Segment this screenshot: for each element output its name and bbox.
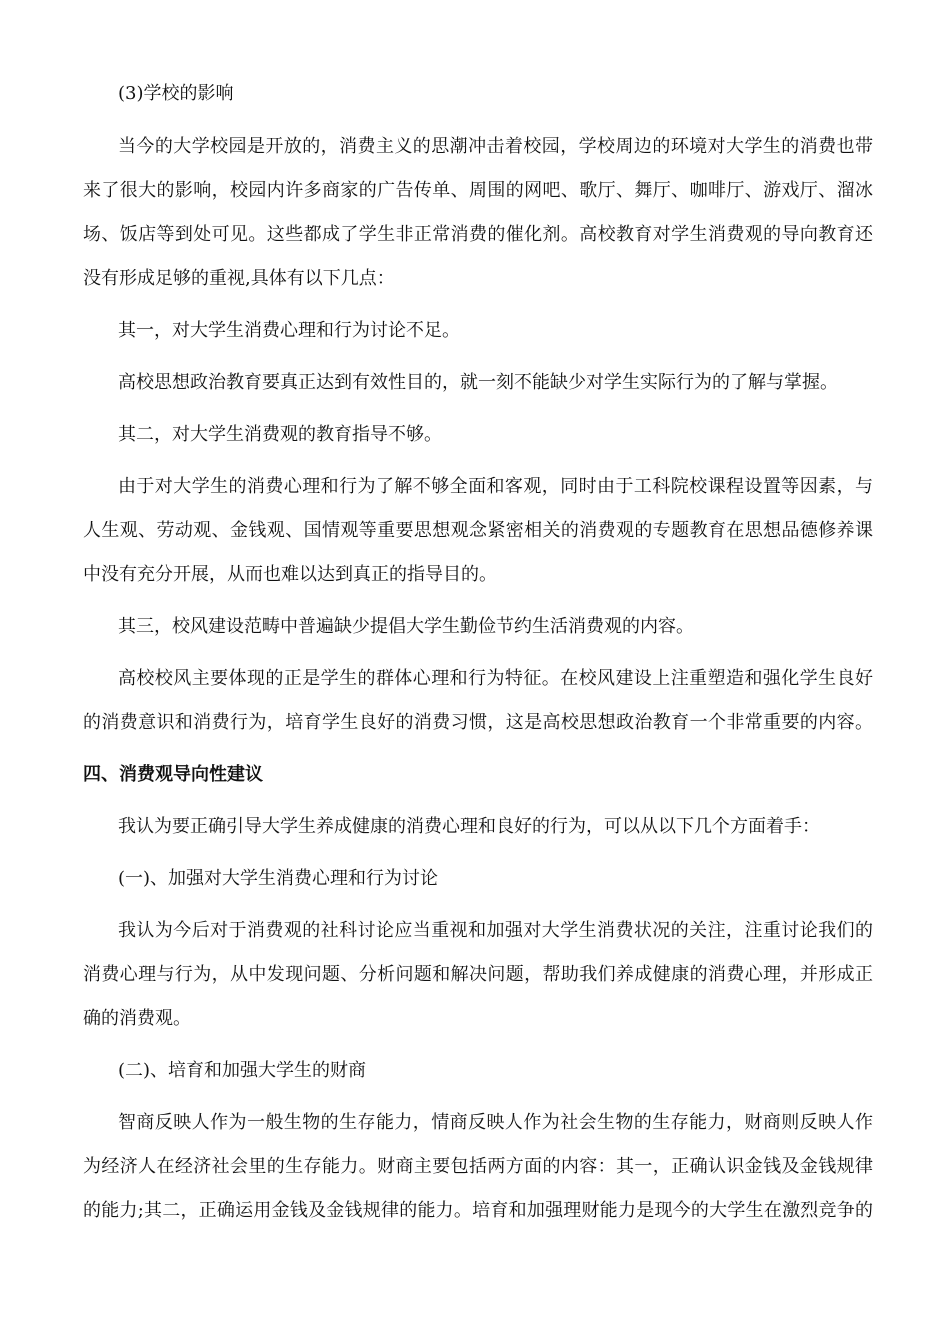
paragraph-line: 高校校风主要体现的正是学生的群体心理和行为特征。在校风建设上注重塑造和强化学生良好	[118, 668, 873, 689]
subsection-title-school-influence: (3)学校的影响	[118, 83, 234, 104]
paragraph-line: 没有形成足够的重视,具体有以下几点：	[83, 268, 395, 289]
point-one-title: 其一，对大学生消费心理和行为讨论不足。	[118, 320, 460, 341]
paragraph-line: 智商反映人作为一般生物的生存能力，情商反映人作为社会生物的生存能力，财商则反映人作	[118, 1112, 873, 1133]
paragraph-line: 的消费意识和消费行为，培育学生良好的消费习惯，这是高校思想政治教育一个非常重要的内容。	[83, 712, 873, 733]
paragraph-line: 高校思想政治教育要真正达到有效性目的，就一刻不能缺少对学生实际行为的了解与掌握。	[118, 372, 838, 393]
subsection-title-two: (二)、培育和加强大学生的财商	[118, 1060, 367, 1081]
section-heading-four: 四、消费观导向性建议	[83, 764, 263, 785]
paragraph-line: 为经济人在经济社会里的生存能力。财商主要包括两方面的内容：其一，正确认识金钱及金钱规律	[83, 1156, 873, 1177]
point-two-title: 其二，对大学生消费观的教育指导不够。	[118, 424, 442, 445]
subsection-title-one: (一)、加强对大学生消费心理和行为讨论	[118, 868, 439, 889]
paragraph-line: 中没有充分开展，从而也难以达到真正的指导目的。	[83, 564, 497, 585]
paragraph-line: 确的消费观。	[83, 1008, 191, 1029]
paragraph-line: 当今的大学校园是开放的，消费主义的思潮冲击着校园，学校周边的环境对大学生的消费也带	[118, 136, 873, 157]
paragraph-line: 场、饭店等到处可见。这些都成了学生非正常消费的催化剂。高校教育对学生消费观的导向教育还	[83, 224, 873, 245]
point-three-title: 其三，校风建设范畴中普遍缺少提倡大学生勤俭节约生活消费观的内容。	[118, 616, 694, 637]
paragraph-line: 人生观、劳动观、金钱观、国情观等重要思想观念紧密相关的消费观的专题教育在思想品德修养课	[83, 520, 873, 541]
paragraph-line: 我认为要正确引导大学生养成健康的消费心理和良好的行为，可以从以下几个方面着手：	[118, 816, 820, 837]
paragraph-line: 由于对大学生的消费心理和行为了解不够全面和客观，同时由于工科院校课程设置等因素，与	[118, 476, 873, 497]
paragraph-line: 我认为今后对于消费观的社科讨论应当重视和加强对大学生消费状况的关注，注重讨论我们的	[118, 920, 873, 941]
paragraph-line: 来了很大的影响，校园内许多商家的广告传单、周围的网吧、歌厅、舞厅、咖啡厅、游戏厅、溜冰	[83, 180, 873, 201]
paragraph-line: 的能力;其二，正确运用金钱及金钱规律的能力。培育和加强理财能力是现今的大学生在激烈竞争的	[83, 1200, 873, 1221]
paragraph-line: 消费心理与行为，从中发现问题、分析问题和解决问题，帮助我们养成健康的消费心理，并形成正	[83, 964, 873, 985]
